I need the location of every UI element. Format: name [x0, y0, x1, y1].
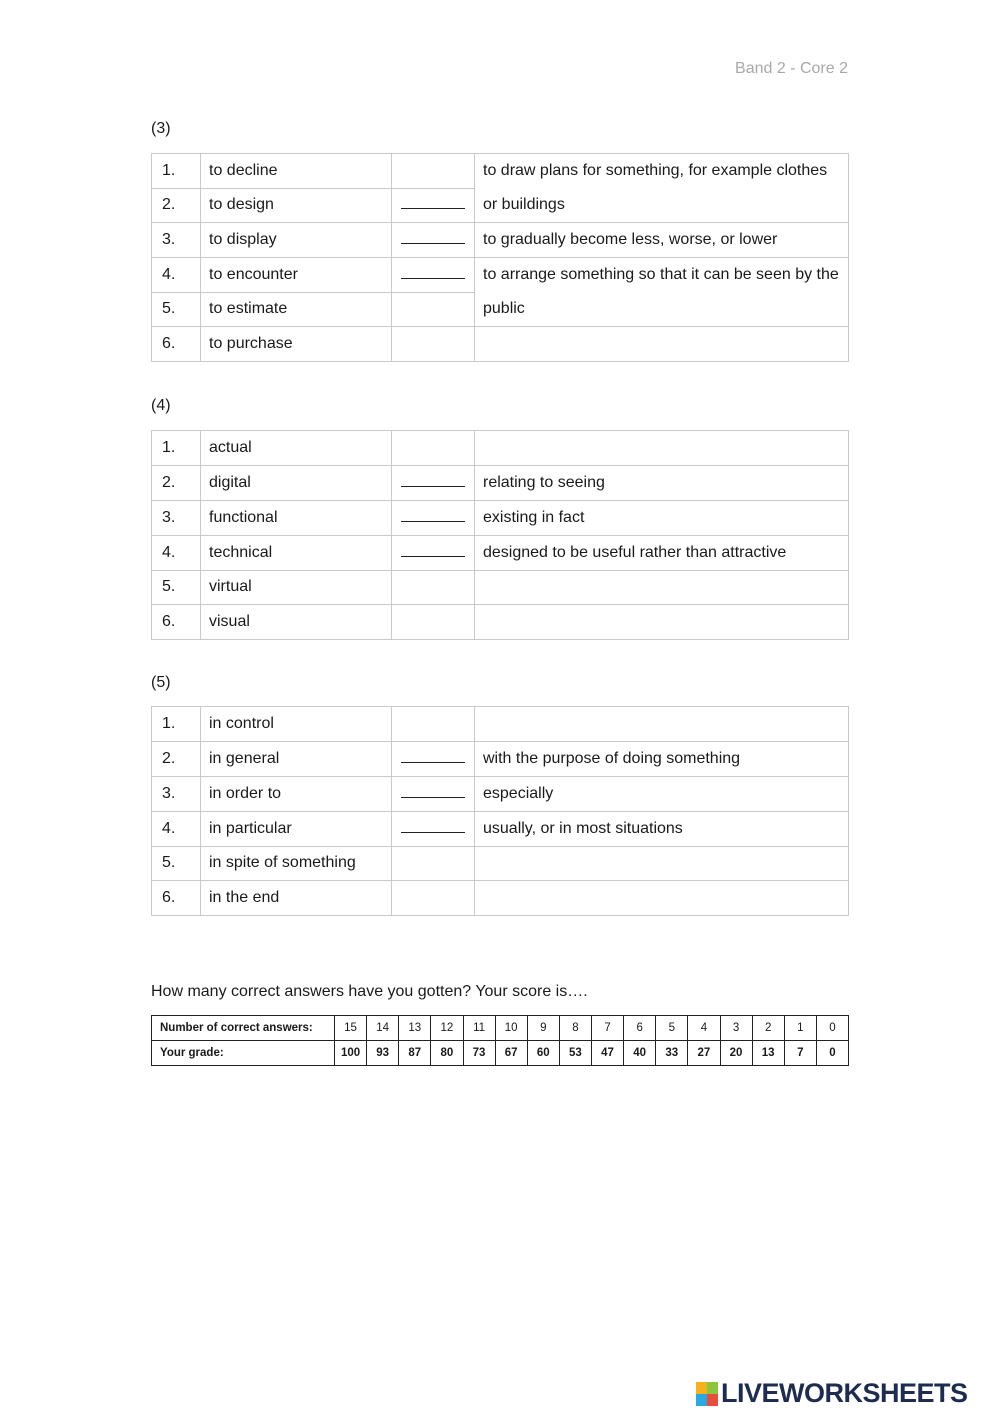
score-cell: 1	[784, 1016, 816, 1041]
definition: to gradually become less, worse, or lower	[475, 223, 849, 258]
matching-table-3	[151, 153, 849, 362]
score-cell: 4	[688, 1016, 720, 1041]
answer-blank[interactable]	[401, 266, 465, 279]
vocab-word: to decline	[201, 154, 392, 189]
score-cell: 13	[399, 1016, 431, 1041]
answer-blank[interactable]	[401, 750, 465, 763]
empty-cell	[392, 327, 475, 362]
table-row	[152, 846, 849, 881]
table-row	[152, 741, 849, 776]
vocab-word: to purchase	[201, 327, 392, 362]
grade-cell: 100	[335, 1041, 367, 1066]
score-cell: 3	[720, 1016, 752, 1041]
liveworksheets-logo-icon	[696, 1382, 718, 1406]
grade-cell: 73	[463, 1041, 495, 1066]
row-number: 5.	[152, 570, 201, 605]
row-number: 2.	[152, 465, 201, 500]
answer-blank-cell[interactable]	[392, 741, 475, 776]
vocab-word: in spite of something	[201, 846, 392, 881]
section-label-5: (5)	[151, 674, 171, 691]
table-row	[152, 881, 849, 916]
row-number: 6.	[152, 605, 201, 640]
score-row-correct	[152, 1016, 849, 1041]
logo-text: LIVEWORKSHEETS	[721, 1378, 968, 1408]
vocab-word: virtual	[201, 570, 392, 605]
empty-cell	[475, 431, 849, 466]
row-number: 2.	[152, 741, 201, 776]
table-row	[152, 154, 849, 189]
answer-blank-cell[interactable]	[392, 811, 475, 846]
vocab-word: to encounter	[201, 258, 392, 293]
empty-cell	[475, 570, 849, 605]
grade-cell: 67	[495, 1041, 527, 1066]
grade-cell: 0	[816, 1041, 848, 1066]
score-question: How many correct answers have you gotten? Your score is….	[151, 983, 588, 1000]
row-number: 4.	[152, 535, 201, 570]
table-row	[152, 327, 849, 362]
section-label-3: (3)	[151, 120, 171, 137]
answer-blank[interactable]	[401, 820, 465, 833]
matching-table-5	[151, 706, 849, 916]
matching-table-4	[151, 430, 849, 640]
empty-cell	[392, 431, 475, 466]
vocab-word: in the end	[201, 881, 392, 916]
score-cell: 7	[592, 1016, 624, 1041]
answer-blank-cell[interactable]	[392, 223, 475, 258]
grade-cell: 7	[784, 1041, 816, 1066]
grade-label: Your grade:	[152, 1041, 335, 1066]
row-number: 5.	[152, 292, 201, 327]
score-cell: 11	[463, 1016, 495, 1041]
row-number: 6.	[152, 327, 201, 362]
empty-cell	[392, 605, 475, 640]
table-row	[152, 570, 849, 605]
table-row	[152, 258, 849, 293]
empty-cell	[475, 881, 849, 916]
answer-blank[interactable]	[401, 509, 465, 522]
definition: designed to be useful rather than attractive	[475, 535, 849, 570]
answer-blank-cell[interactable]	[392, 188, 475, 223]
definition: usually, or in most situations	[475, 811, 849, 846]
table-row	[152, 707, 849, 742]
empty-cell	[392, 570, 475, 605]
empty-cell	[475, 846, 849, 881]
row-number: 5.	[152, 846, 201, 881]
definition: relating to seeing	[475, 465, 849, 500]
score-cell: 2	[752, 1016, 784, 1041]
empty-cell	[392, 292, 475, 327]
vocab-word: in control	[201, 707, 392, 742]
vocab-word: to display	[201, 223, 392, 258]
grade-cell: 47	[592, 1041, 624, 1066]
definition: to draw plans for something, for example clothes or buildings	[475, 154, 849, 223]
score-cell: 12	[431, 1016, 463, 1041]
empty-cell	[475, 707, 849, 742]
definition: with the purpose of doing something	[475, 741, 849, 776]
answer-blank[interactable]	[401, 231, 465, 244]
vocab-word: actual	[201, 431, 392, 466]
liveworksheets-logo[interactable]	[696, 1378, 968, 1409]
score-cell: 15	[335, 1016, 367, 1041]
definition: to arrange something so that it can be seen by the public	[475, 258, 849, 327]
vocab-word: to estimate	[201, 292, 392, 327]
table-row	[152, 223, 849, 258]
score-cell: 10	[495, 1016, 527, 1041]
answer-blank-cell[interactable]	[392, 500, 475, 535]
vocab-word: in particular	[201, 811, 392, 846]
table-row	[152, 605, 849, 640]
row-number: 6.	[152, 881, 201, 916]
grade-cell: 33	[656, 1041, 688, 1066]
section-label-4: (4)	[151, 397, 171, 414]
row-number: 3.	[152, 500, 201, 535]
row-number: 3.	[152, 776, 201, 811]
grade-cell: 27	[688, 1041, 720, 1066]
grade-cell: 40	[624, 1041, 656, 1066]
row-number: 4.	[152, 258, 201, 293]
row-number: 1.	[152, 707, 201, 742]
row-number: 4.	[152, 811, 201, 846]
grade-cell: 13	[752, 1041, 784, 1066]
empty-cell	[392, 881, 475, 916]
score-cell: 9	[527, 1016, 559, 1041]
vocab-word: visual	[201, 605, 392, 640]
score-cell: 5	[656, 1016, 688, 1041]
row-number: 1.	[152, 431, 201, 466]
empty-cell	[392, 154, 475, 189]
empty-cell	[475, 605, 849, 640]
answer-blank[interactable]	[401, 785, 465, 798]
table-row	[152, 500, 849, 535]
empty-cell	[392, 707, 475, 742]
answer-blank[interactable]	[401, 196, 465, 209]
grade-cell: 93	[367, 1041, 399, 1066]
vocab-word: in order to	[201, 776, 392, 811]
vocab-word: functional	[201, 500, 392, 535]
score-cell: 6	[624, 1016, 656, 1041]
vocab-word: digital	[201, 465, 392, 500]
answer-blank-cell[interactable]	[392, 776, 475, 811]
answer-blank-cell[interactable]	[392, 535, 475, 570]
vocab-word: technical	[201, 535, 392, 570]
vocab-word: in general	[201, 741, 392, 776]
row-number: 1.	[152, 154, 201, 189]
answer-blank-cell[interactable]	[392, 258, 475, 293]
table-row	[152, 535, 849, 570]
grade-cell: 53	[559, 1041, 591, 1066]
table-row	[152, 811, 849, 846]
score-cell: 8	[559, 1016, 591, 1041]
row-number: 2.	[152, 188, 201, 223]
score-cell: 14	[367, 1016, 399, 1041]
empty-cell	[392, 846, 475, 881]
score-row-grade	[152, 1041, 849, 1066]
vocab-word: to design	[201, 188, 392, 223]
row-number: 3.	[152, 223, 201, 258]
table-row	[152, 776, 849, 811]
grade-cell: 20	[720, 1041, 752, 1066]
answer-blank[interactable]	[401, 474, 465, 487]
table-row	[152, 465, 849, 500]
empty-cell	[475, 327, 849, 362]
score-table	[151, 1015, 849, 1066]
page-header-band: Band 2 - Core 2	[735, 60, 848, 77]
answer-blank[interactable]	[401, 544, 465, 557]
answer-blank-cell[interactable]	[392, 465, 475, 500]
grade-cell: 60	[527, 1041, 559, 1066]
score-cell: 0	[816, 1016, 848, 1041]
grade-cell: 87	[399, 1041, 431, 1066]
grade-cell: 80	[431, 1041, 463, 1066]
definition: existing in fact	[475, 500, 849, 535]
definition: especially	[475, 776, 849, 811]
table-row	[152, 431, 849, 466]
correct-answers-label: Number of correct answers:	[152, 1016, 335, 1041]
